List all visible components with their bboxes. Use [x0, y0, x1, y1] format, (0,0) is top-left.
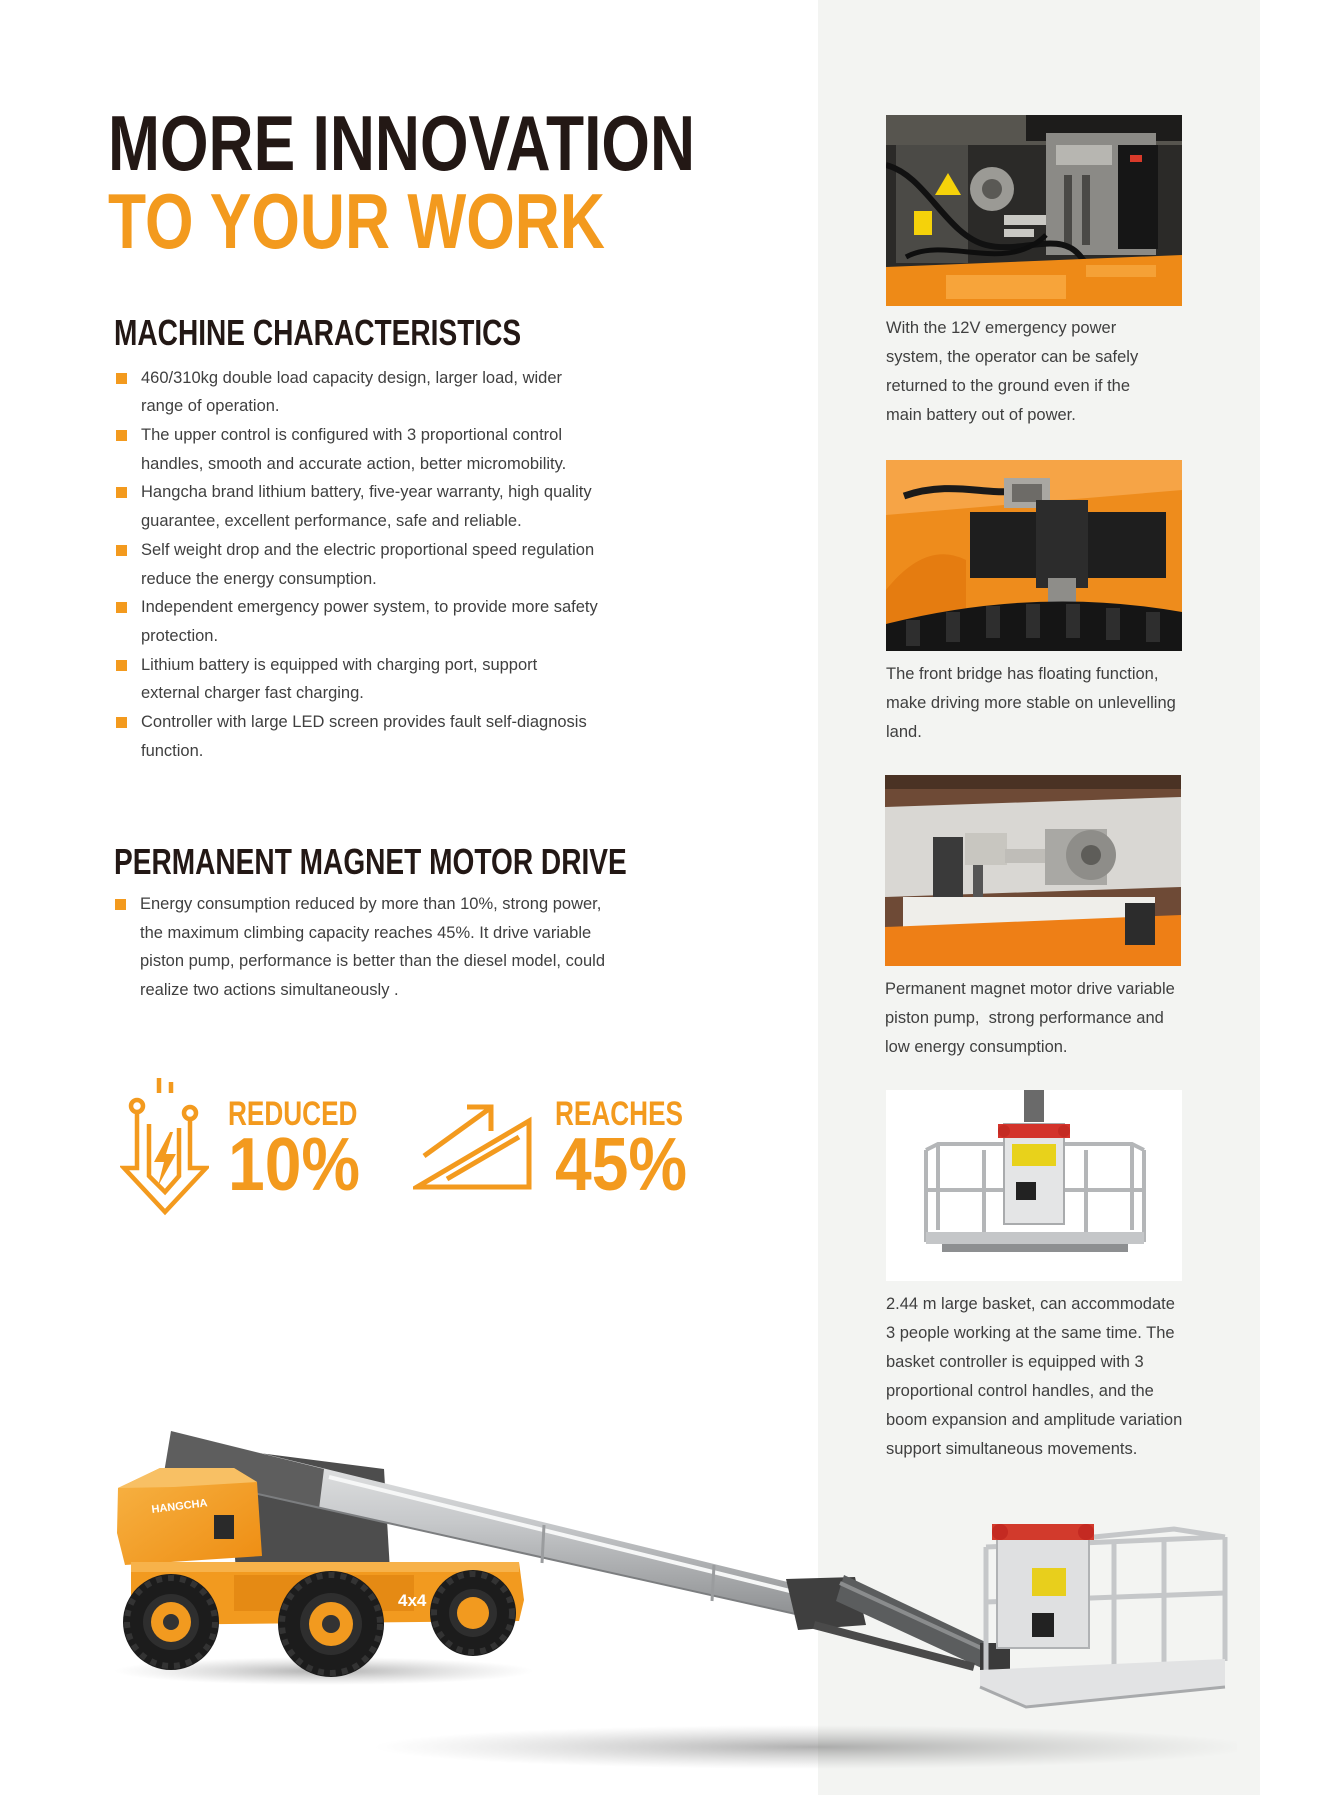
wheel	[430, 1570, 516, 1656]
front-bridge-caption: The front bridge has floating function, make driving more stable on unlevelling land.	[886, 664, 1176, 741]
bullet-square	[116, 373, 127, 384]
list-item: Lithium battery is equipped with charging port, support external charger fast charging.	[141, 651, 598, 708]
page-subtitle	[108, 177, 729, 265]
stat-reaches-value: 45%	[555, 1122, 688, 1206]
emergency-power-photo	[886, 115, 1182, 306]
list-item: 460/310kg double load capacity design, larger load, wider range of operation.	[141, 364, 598, 421]
bullet-square	[116, 717, 127, 728]
basket-caption: 2.44 m large basket, can accommodate 3 people working at the same time. The basket controller is equipped with 3 proportional control handles, and the boom expansion and amplitude variation support simultaneous movements.	[886, 1294, 1183, 1458]
wheel	[278, 1571, 384, 1677]
energy-down-icon	[120, 1076, 209, 1217]
machine-characteristics-list	[141, 364, 598, 766]
front-bridge-photo	[886, 460, 1182, 651]
title-line-1: MORE INNOVATION	[108, 99, 696, 187]
motor-drive-caption: Permanent magnet motor drive variable piston pump, strong performance and low energy consumption.	[885, 979, 1175, 1056]
wheel	[123, 1574, 219, 1670]
drive-badge: 4x4	[398, 1591, 427, 1610]
list-item: The upper control is configured with 3 proportional control handles, smooth and accurate action, better micromobility.	[141, 421, 598, 478]
list-item: Self weight drop and the electric proportional speed regulation reduce the energy consumption.	[141, 536, 598, 593]
bullet-square	[116, 545, 127, 556]
motor-drive-list	[140, 890, 605, 1005]
emergency-power-caption: With the 12V emergency power system, the operator can be safely returned to the ground even if the main battery out of power.	[886, 319, 1139, 424]
bullet-square	[116, 660, 127, 671]
boom-lift-image	[114, 1425, 1237, 1786]
list-item: Hangcha brand lithium battery, five-year warranty, high quality guarantee, excellent performance, safe and reliable.	[141, 478, 598, 535]
stat-reduced-value: 10%	[228, 1122, 361, 1206]
bullet-square	[116, 602, 127, 613]
basket-photo	[886, 1090, 1182, 1281]
bullet-square	[115, 899, 126, 910]
machine-characteristics-heading: MACHINE CHARACTERISTICS	[114, 312, 522, 353]
stat-reaches-label: REACHES	[555, 1095, 684, 1133]
motor-drive-heading: PERMANENT MAGNET MOTOR DRIVE	[114, 840, 627, 882]
motor-drive-photo	[885, 775, 1181, 966]
bullet-square	[116, 430, 127, 441]
title-line-2: TO YOUR WORK	[108, 177, 605, 265]
list-item: Controller with large LED screen provides fault self-diagnosis function.	[141, 708, 598, 765]
brand-logo: HANGCHA	[150, 1497, 209, 1516]
climbing-slope-icon	[413, 1101, 534, 1191]
bullet-square	[116, 487, 127, 498]
stat-reduced-label: REDUCED	[228, 1095, 358, 1133]
page-title	[108, 99, 842, 187]
list-item: Energy consumption reduced by more than 10%, strong power, the maximum climbing capacity reaches 45%. It drive variable piston pump, performance is better than the diesel model, could realize two actions simultaneously .	[140, 890, 605, 1005]
list-item: Independent emergency power system, to provide more safety protection.	[141, 593, 598, 650]
